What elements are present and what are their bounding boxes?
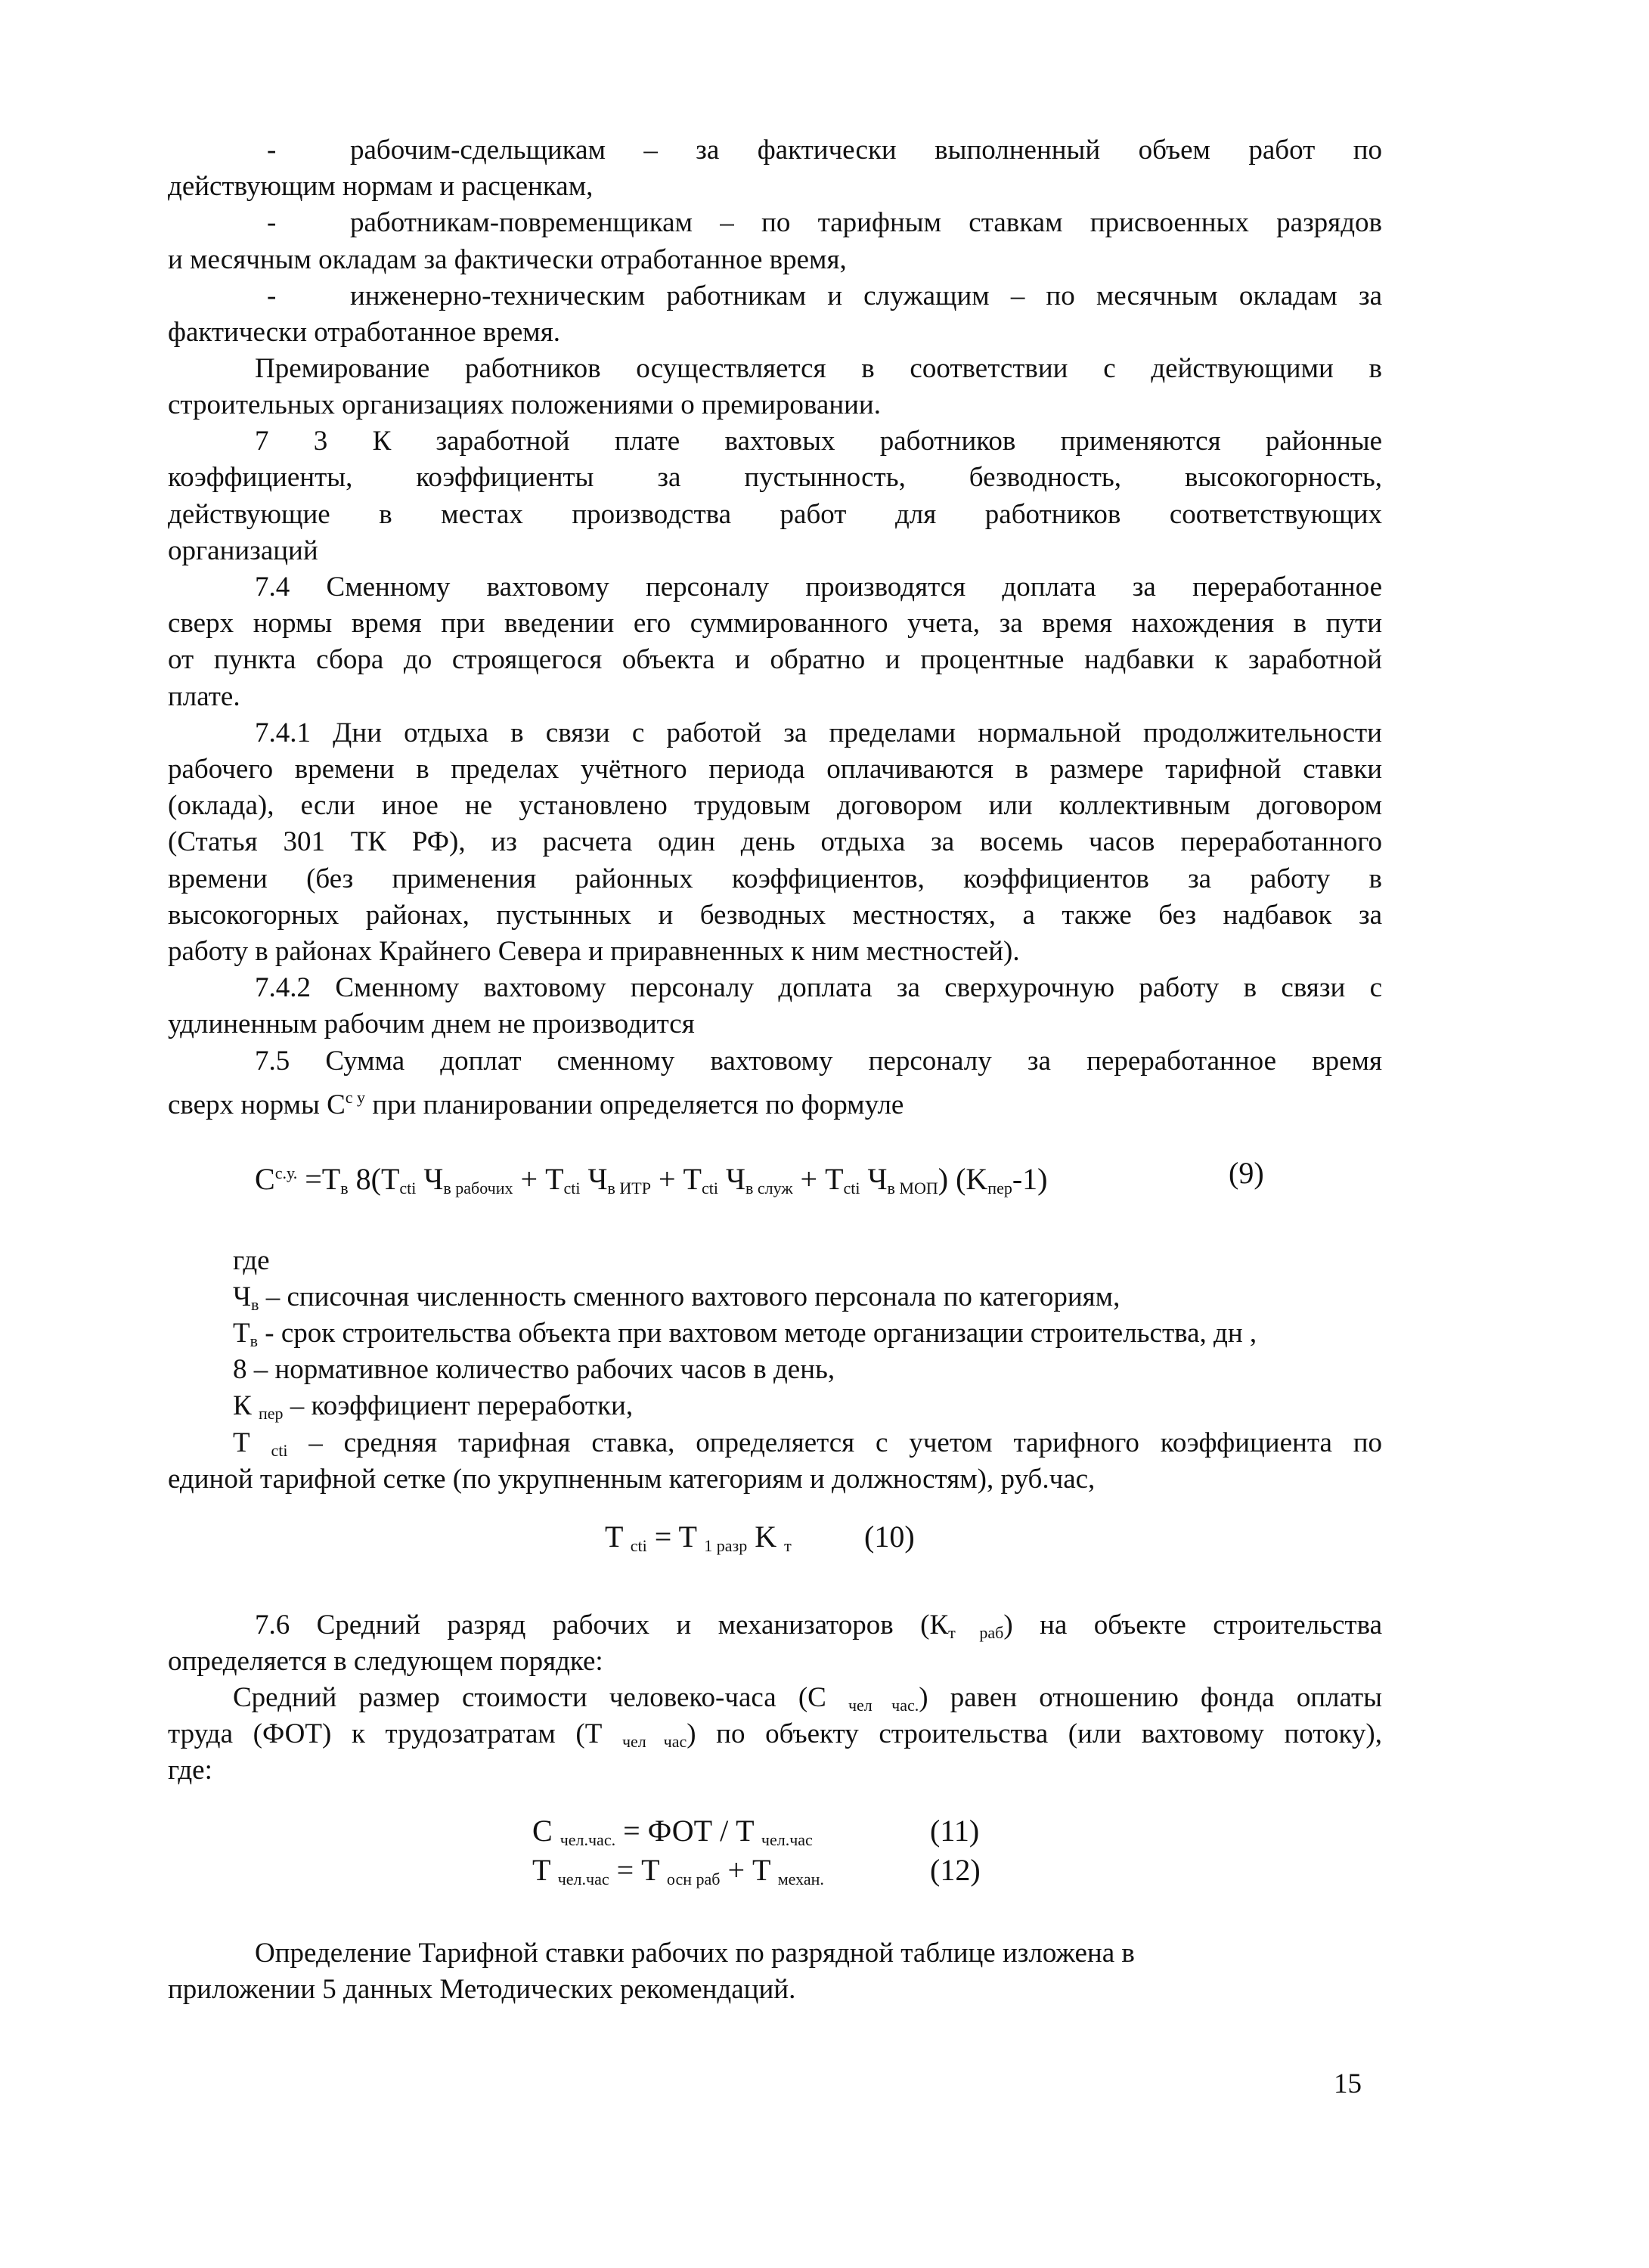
t: чел час bbox=[621, 1732, 687, 1751]
t: ) равен отношению фонда оплаты bbox=[919, 1682, 1382, 1713]
formula-10 bbox=[605, 1520, 792, 1563]
f: =T bbox=[297, 1162, 341, 1196]
f: чел.час. bbox=[559, 1830, 616, 1849]
f: т bbox=[784, 1536, 792, 1555]
text-line: Премирование работников осуществляется в соответствии с действующими в bbox=[255, 353, 1382, 384]
t: К bbox=[233, 1390, 259, 1421]
text-line: 7.4.1 Дни отдыха в связи с работой за пределами нормальной продолжительности bbox=[255, 717, 1382, 748]
formula-number: (9) bbox=[1229, 1156, 1264, 1190]
t: в bbox=[251, 1295, 259, 1314]
text-line: рабочего времени в пределах учётного периода оплачиваются в размере тарифной ставки bbox=[168, 754, 1382, 785]
f: cti bbox=[701, 1179, 718, 1198]
definition bbox=[233, 1281, 1120, 1321]
t: 7.6 Средний разряд рабочих и механизаторов (К bbox=[255, 1610, 949, 1641]
bullet-dash: - bbox=[267, 135, 277, 166]
f: 1 разр bbox=[704, 1536, 748, 1555]
text-line: приложении 5 данных Методических рекомендаций. bbox=[168, 1974, 796, 2005]
f: механ. bbox=[777, 1870, 824, 1888]
text-line: инженерно-техническим работникам и служащим – по месячным окладам за bbox=[350, 280, 1382, 311]
text-line: фактически отработанное время. bbox=[168, 317, 560, 348]
f: T bbox=[532, 1853, 558, 1887]
f: C bbox=[532, 1814, 560, 1848]
f: пер bbox=[987, 1179, 1012, 1198]
text-line: где: bbox=[168, 1755, 212, 1786]
formula-9 bbox=[255, 1157, 1047, 1205]
text-line: удлиненным рабочим днем не производится bbox=[168, 1009, 695, 1040]
f: Ч bbox=[718, 1162, 745, 1196]
f: K bbox=[747, 1520, 785, 1554]
definition bbox=[233, 1317, 1257, 1358]
text-line: 7.5 Сумма доплат сменному вахтовому персоналу за переработанное время bbox=[255, 1046, 1382, 1077]
formula-11 bbox=[532, 1814, 813, 1857]
f: = ФОТ / T bbox=[615, 1814, 761, 1848]
text-line: 7 3 К заработной плате вахтовых работников применяются районные bbox=[255, 426, 1382, 457]
formula-12 bbox=[532, 1854, 824, 1896]
f: + T bbox=[650, 1162, 702, 1196]
text-line: Определение Тарифной ставки рабочих по разрядной таблице изложена в bbox=[255, 1938, 1135, 1969]
f: C bbox=[255, 1162, 275, 1196]
text-line: сверх нормы время при введении его суммированного учета, за время нахождения в пути bbox=[168, 608, 1382, 639]
f: Ч bbox=[416, 1162, 444, 1196]
t: в bbox=[250, 1331, 258, 1350]
text-line bbox=[168, 1081, 904, 1122]
text-line: (оклада), если иное не установлено трудовым договором или коллективным договором bbox=[168, 790, 1382, 821]
definition: 8 – нормативное количество рабочих часов в день, bbox=[233, 1354, 835, 1385]
t: – средняя тарифная ставка, определяется с учетом тарифного коэффициента по bbox=[287, 1427, 1383, 1458]
text-line: и месячным окладам за фактически отработанное время, bbox=[168, 244, 847, 275]
t: Т bbox=[233, 1318, 250, 1349]
text-line: строительных организациях положениями о премировании. bbox=[168, 389, 881, 420]
t: – списочная численность сменного вахтового персонала по категориям, bbox=[259, 1281, 1121, 1312]
t: пер bbox=[258, 1404, 284, 1423]
f: в МОП bbox=[887, 1179, 938, 1198]
text-line: действующим нормам и расценкам, bbox=[168, 171, 594, 202]
page-number: 15 bbox=[1334, 2068, 1362, 2099]
t: т раб bbox=[948, 1623, 1004, 1642]
f: в ИТР bbox=[607, 1179, 651, 1198]
t: Т bbox=[233, 1427, 271, 1458]
f: в рабочих bbox=[443, 1179, 513, 1198]
text-line: организаций bbox=[168, 535, 318, 566]
f: 8(T bbox=[348, 1162, 400, 1196]
t: - срок строительства объекта при вахтовом методе организации строительства, дн , bbox=[258, 1318, 1257, 1349]
f: cti bbox=[630, 1536, 647, 1555]
text-line: где bbox=[233, 1245, 270, 1276]
text-line: работу в районах Крайнего Севера и приравненных к ним местностей). bbox=[168, 936, 1020, 967]
f: cti bbox=[843, 1179, 860, 1198]
t: cti bbox=[271, 1441, 288, 1460]
f: = T bbox=[646, 1520, 705, 1554]
t: – коэффициент переработки, bbox=[283, 1390, 634, 1421]
t: труда (ФОТ) к трудозатратам (Т bbox=[168, 1718, 622, 1749]
formula-number: (12) bbox=[930, 1853, 981, 1887]
f: осн раб bbox=[666, 1870, 721, 1888]
t: чел час. bbox=[848, 1696, 919, 1715]
f: = T bbox=[609, 1853, 667, 1887]
text: при планировании определяется по формуле bbox=[365, 1089, 904, 1120]
f: cti bbox=[563, 1179, 581, 1198]
text: сверх нормы C bbox=[168, 1089, 346, 1120]
f: ) (K bbox=[938, 1162, 988, 1196]
text-line: действующие в местах производства работ для работников соответствующих bbox=[168, 499, 1382, 530]
bullet-dash: - bbox=[267, 280, 277, 311]
text-line: коэффициенты, коэффициенты за пустынность, безводность, высокогорность, bbox=[168, 462, 1382, 493]
t: Ч bbox=[233, 1281, 252, 1312]
superscript: с у bbox=[345, 1088, 366, 1107]
f: с.у. bbox=[274, 1163, 298, 1182]
text-line: рабочим-сдельщикам – за фактически выполненный объем работ по bbox=[350, 135, 1382, 166]
f: чел.час bbox=[557, 1870, 609, 1888]
f: + T bbox=[720, 1853, 778, 1887]
text-line: определяется в следующем порядке: bbox=[168, 1646, 603, 1677]
f: в служ bbox=[745, 1179, 793, 1198]
text-line: работникам-повременщикам – по тарифным ставкам присвоенных разрядов bbox=[350, 207, 1382, 238]
text-line: 7.4 Сменному вахтовому персоналу производятся доплата за переработанное bbox=[255, 572, 1382, 603]
text-line: времени (без применения районных коэффициентов, коэффициентов за работу в bbox=[168, 863, 1382, 894]
text-line: (Статья 301 ТК РФ), из расчета один день отдыха за восемь часов переработанного bbox=[168, 826, 1382, 857]
text-line: 7.4.2 Сменному вахтовому персоналу доплата за сверхурочную работу в связи с bbox=[255, 972, 1382, 1003]
f: T bbox=[605, 1520, 631, 1554]
text-line: от пункта сбора до строящегося объекта и обратно и процентные надбавки к заработной bbox=[168, 644, 1382, 675]
text-line: плате. bbox=[168, 681, 240, 712]
f: в bbox=[340, 1179, 349, 1198]
definition bbox=[233, 1427, 1382, 1467]
f: + T bbox=[513, 1162, 564, 1196]
text-line bbox=[255, 1609, 1382, 1650]
f: cti bbox=[399, 1179, 417, 1198]
text-line: единой тарифной сетке (по укрупненным категориям и должностям), руб.час, bbox=[168, 1464, 1096, 1495]
f: -1) bbox=[1012, 1162, 1048, 1196]
text-line bbox=[233, 1681, 1382, 1722]
bullet-dash: - bbox=[267, 207, 277, 238]
formula-number: (11) bbox=[930, 1814, 980, 1848]
f: чел.час bbox=[761, 1830, 813, 1849]
t: ) по объекту строительства (или вахтовому потоку), bbox=[687, 1718, 1382, 1749]
f: Ч bbox=[580, 1162, 608, 1196]
f: + T bbox=[792, 1162, 844, 1196]
t: ) на объекте строительства bbox=[1003, 1610, 1382, 1641]
t: Средний размер стоимости человеко-часа (С bbox=[233, 1682, 848, 1713]
text-line: высокогорных районах, пустынных и безводных местностях, а также без надбавок за bbox=[168, 900, 1382, 931]
definition bbox=[233, 1390, 633, 1430]
f: Ч bbox=[860, 1162, 888, 1196]
text-line bbox=[168, 1718, 1382, 1758]
formula-number: (10) bbox=[864, 1520, 915, 1554]
